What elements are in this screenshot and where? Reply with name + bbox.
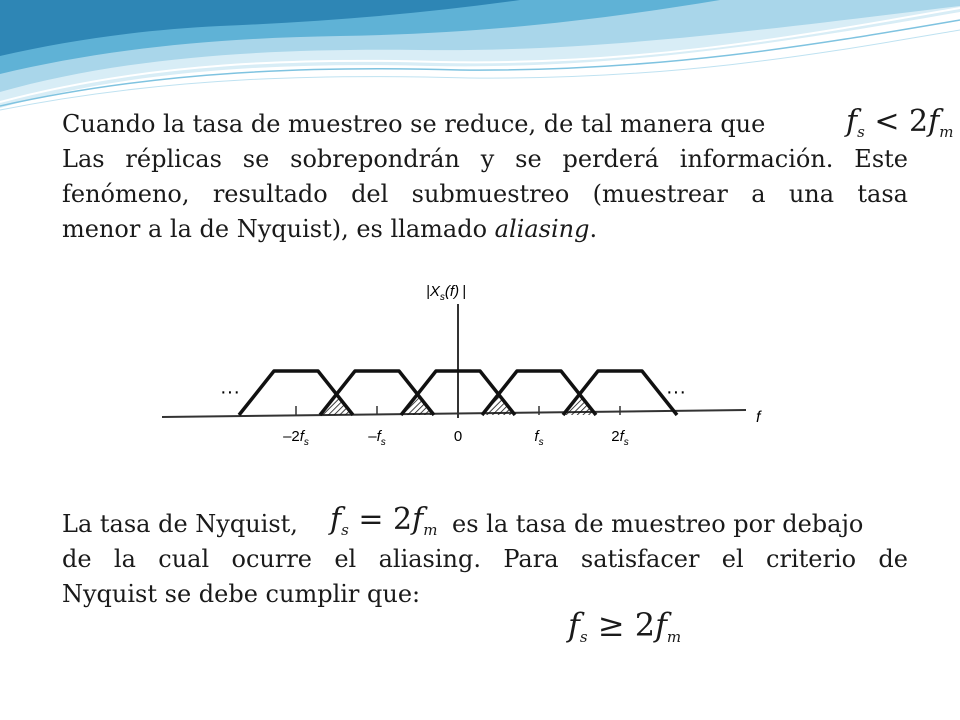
tick-label: $f_s$ bbox=[534, 428, 544, 448]
tick-label: 0 bbox=[453, 428, 463, 445]
para1-line2: Las réplicas se sobrepondrán y se perderá información. Este bbox=[62, 145, 908, 173]
nyquist-criterion-equation: $f_s \ge 2f_m$ bbox=[568, 606, 682, 646]
undersampling-condition: $f_s < 2f_m$ bbox=[846, 104, 954, 141]
paragraph-nyquist bbox=[62, 507, 908, 612]
tick-label: $-2f_s$ bbox=[283, 428, 309, 448]
para2-line2: de la cual ocurre el aliasing. Para satisfacer el criterio de bbox=[62, 545, 908, 573]
frequency-axis-label: f bbox=[756, 409, 761, 426]
aliasing-overlap-region bbox=[401, 394, 434, 415]
aliasing-overlap-region bbox=[482, 394, 515, 415]
para1-line1: Cuando la tasa de muestreo se reduce, de tal manera que bbox=[62, 110, 766, 138]
aliasing-term: aliasing bbox=[494, 215, 590, 243]
spectrum-plot bbox=[156, 270, 772, 454]
paragraph-aliasing bbox=[62, 107, 908, 247]
para1-line4: menor a la de Nyquist), es llamado aliasing. bbox=[62, 215, 598, 243]
aliasing-overlap-region bbox=[563, 394, 596, 415]
para2-line3: Nyquist se debe cumplir que: bbox=[62, 580, 421, 608]
nyquist-rate-equation: $f_s = 2f_m$ bbox=[330, 502, 438, 539]
para1-line3: fenómeno, resultado del submuestreo (muestrear a una tasa bbox=[62, 180, 908, 208]
tick-label: $2f_s$ bbox=[611, 428, 629, 448]
magnitude-axis-label: $|X_s(f)$ | bbox=[426, 283, 466, 303]
aliasing-spectrum-figure bbox=[156, 270, 772, 454]
para2-line1: La tasa de Nyquist, es la tasa de muestreo por debajo bbox=[62, 510, 864, 538]
ellipsis-right: ··· bbox=[666, 381, 686, 403]
tick-label: $-f_s$ bbox=[368, 428, 386, 448]
aliasing-overlap-region bbox=[320, 394, 353, 415]
frequency-axis bbox=[162, 410, 746, 417]
ellipsis-left: ··· bbox=[220, 381, 240, 403]
